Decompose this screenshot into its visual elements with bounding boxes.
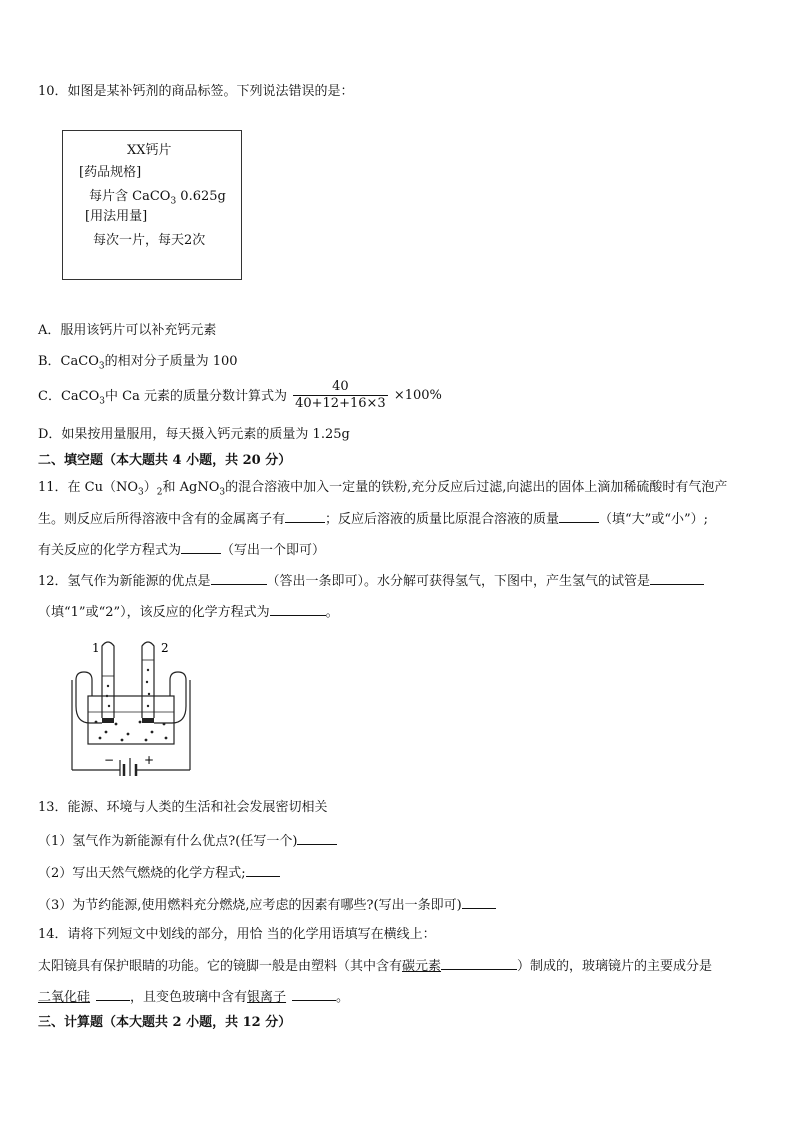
label-title: XX钙片 — [127, 143, 172, 158]
q13-blank-2[interactable] — [246, 864, 280, 877]
water-bubbles — [95, 721, 168, 742]
q11-blank-equation[interactable] — [181, 541, 221, 554]
q14-blank-silica[interactable] — [96, 988, 130, 1001]
q10-option-b: B．CaCO$_3$的相对分子质量为 100 — [38, 354, 238, 372]
wire-left — [76, 672, 102, 723]
q12-blank-advantage[interactable] — [211, 572, 267, 585]
q14-blank-silver[interactable] — [292, 988, 336, 1001]
q13-part2: （2）写出天然气燃烧的化学方程式; — [38, 864, 280, 883]
label-spec: 每片含 CaCO$_3$ 0.625g — [89, 189, 226, 207]
q13-stem: 13．能源、环境与人类的生活和社会发展密切相关 — [38, 800, 328, 815]
q12-line1: 12．氢气作为新能源的优点是 （答出一条即可）。水分解可获得氢气，下图中，产生氢气的试管是 — [38, 572, 704, 591]
q14-blank-carbon[interactable] — [441, 957, 517, 970]
q10-option-d: D．如果按用量服用，每天摄入钙元素的质量为 1.25g — [38, 427, 350, 442]
q11-line1: 11．在 $Cu(NO_3)_2$和 AgNO$_3$的混合溶液中加入一定量的铁粉,充分反应后过滤,向滤出的固体上滴加稀硫酸时有气泡产 — [38, 480, 728, 498]
electrode-1 — [102, 718, 114, 723]
q10-option-a: A．服用该钙片可以补充钙元素 — [38, 323, 217, 338]
q11-line3: 有关反应的化学方程式为 （写出一个即可） — [38, 543, 326, 558]
q13-blank-1[interactable] — [297, 832, 337, 845]
section-fill-in-heading: 二、填空题（本大题共 4 小题，共 20 分） — [38, 453, 292, 468]
q11-blank-mass[interactable] — [559, 510, 599, 523]
q10-option-c: C．CaCO$_3$中 Ca 元素的质量分数计算式为 $\frac{40}{40+12+16\times 3}$ ×100% — [38, 379, 442, 411]
label-spec-header: [药品规格] — [79, 165, 142, 180]
beaker — [88, 696, 174, 744]
q11-blank-ions[interactable] — [285, 510, 325, 523]
label-usage: 每次一片，每天2次 — [93, 233, 206, 248]
wire-right — [154, 672, 186, 723]
battery-plus-label: + — [144, 753, 155, 767]
q13-blank-3[interactable] — [462, 896, 496, 909]
q13-part1: （1）氢气作为新能源有什么优点?(任写一个) — [38, 832, 337, 851]
label-usage-header: [用法用量] — [85, 209, 148, 224]
q13-part3: （3）为节约能源,使用燃料充分燃烧,应考虑的因素有哪些?(写出一条即可) — [38, 896, 496, 915]
q12-blank-tube[interactable] — [650, 572, 704, 585]
q12-blank-equation[interactable] — [270, 603, 326, 616]
q10-stem: 10．如图是某补钙剂的商品标签。下列说法错误的是： — [38, 84, 354, 99]
q12-line2: （填“1”或“2”），该反应的化学方程式为 。 — [38, 605, 339, 620]
q14-line1: 太阳镜具有保护眼睛的功能。它的镜脚一般是由塑料（其中含有碳元素 ）制成的，玻璃镜片的主要成分是 — [38, 959, 713, 974]
battery-minus-label: − — [104, 753, 115, 767]
section-calc-heading: 三、计算题（本大题共 2 小题，共 12 分） — [38, 1015, 292, 1030]
electrode-2 — [142, 718, 154, 723]
q14-stem: 14．请将下列短文中划线的部分，用恰 当的化学用语填写在横线上： — [38, 927, 436, 942]
q11-line2: 生。则反应后所得溶液中含有的金属离子有 ；反应后溶液的质量比原混合溶液的质量 （填“大”或“小”）; — [38, 512, 708, 527]
product-label — [62, 130, 242, 280]
electrolysis-apparatus-diagram — [66, 636, 196, 776]
tube-2-label: 2 — [161, 641, 169, 655]
q14-line2: 二氧化硅 ，且变色玻璃中含有银离子 。 — [38, 990, 350, 1005]
mass-fraction-formula: $\frac{40}{40+12+16\times 3}$ — [295, 379, 386, 411]
tube-1-label: 1 — [92, 641, 100, 655]
